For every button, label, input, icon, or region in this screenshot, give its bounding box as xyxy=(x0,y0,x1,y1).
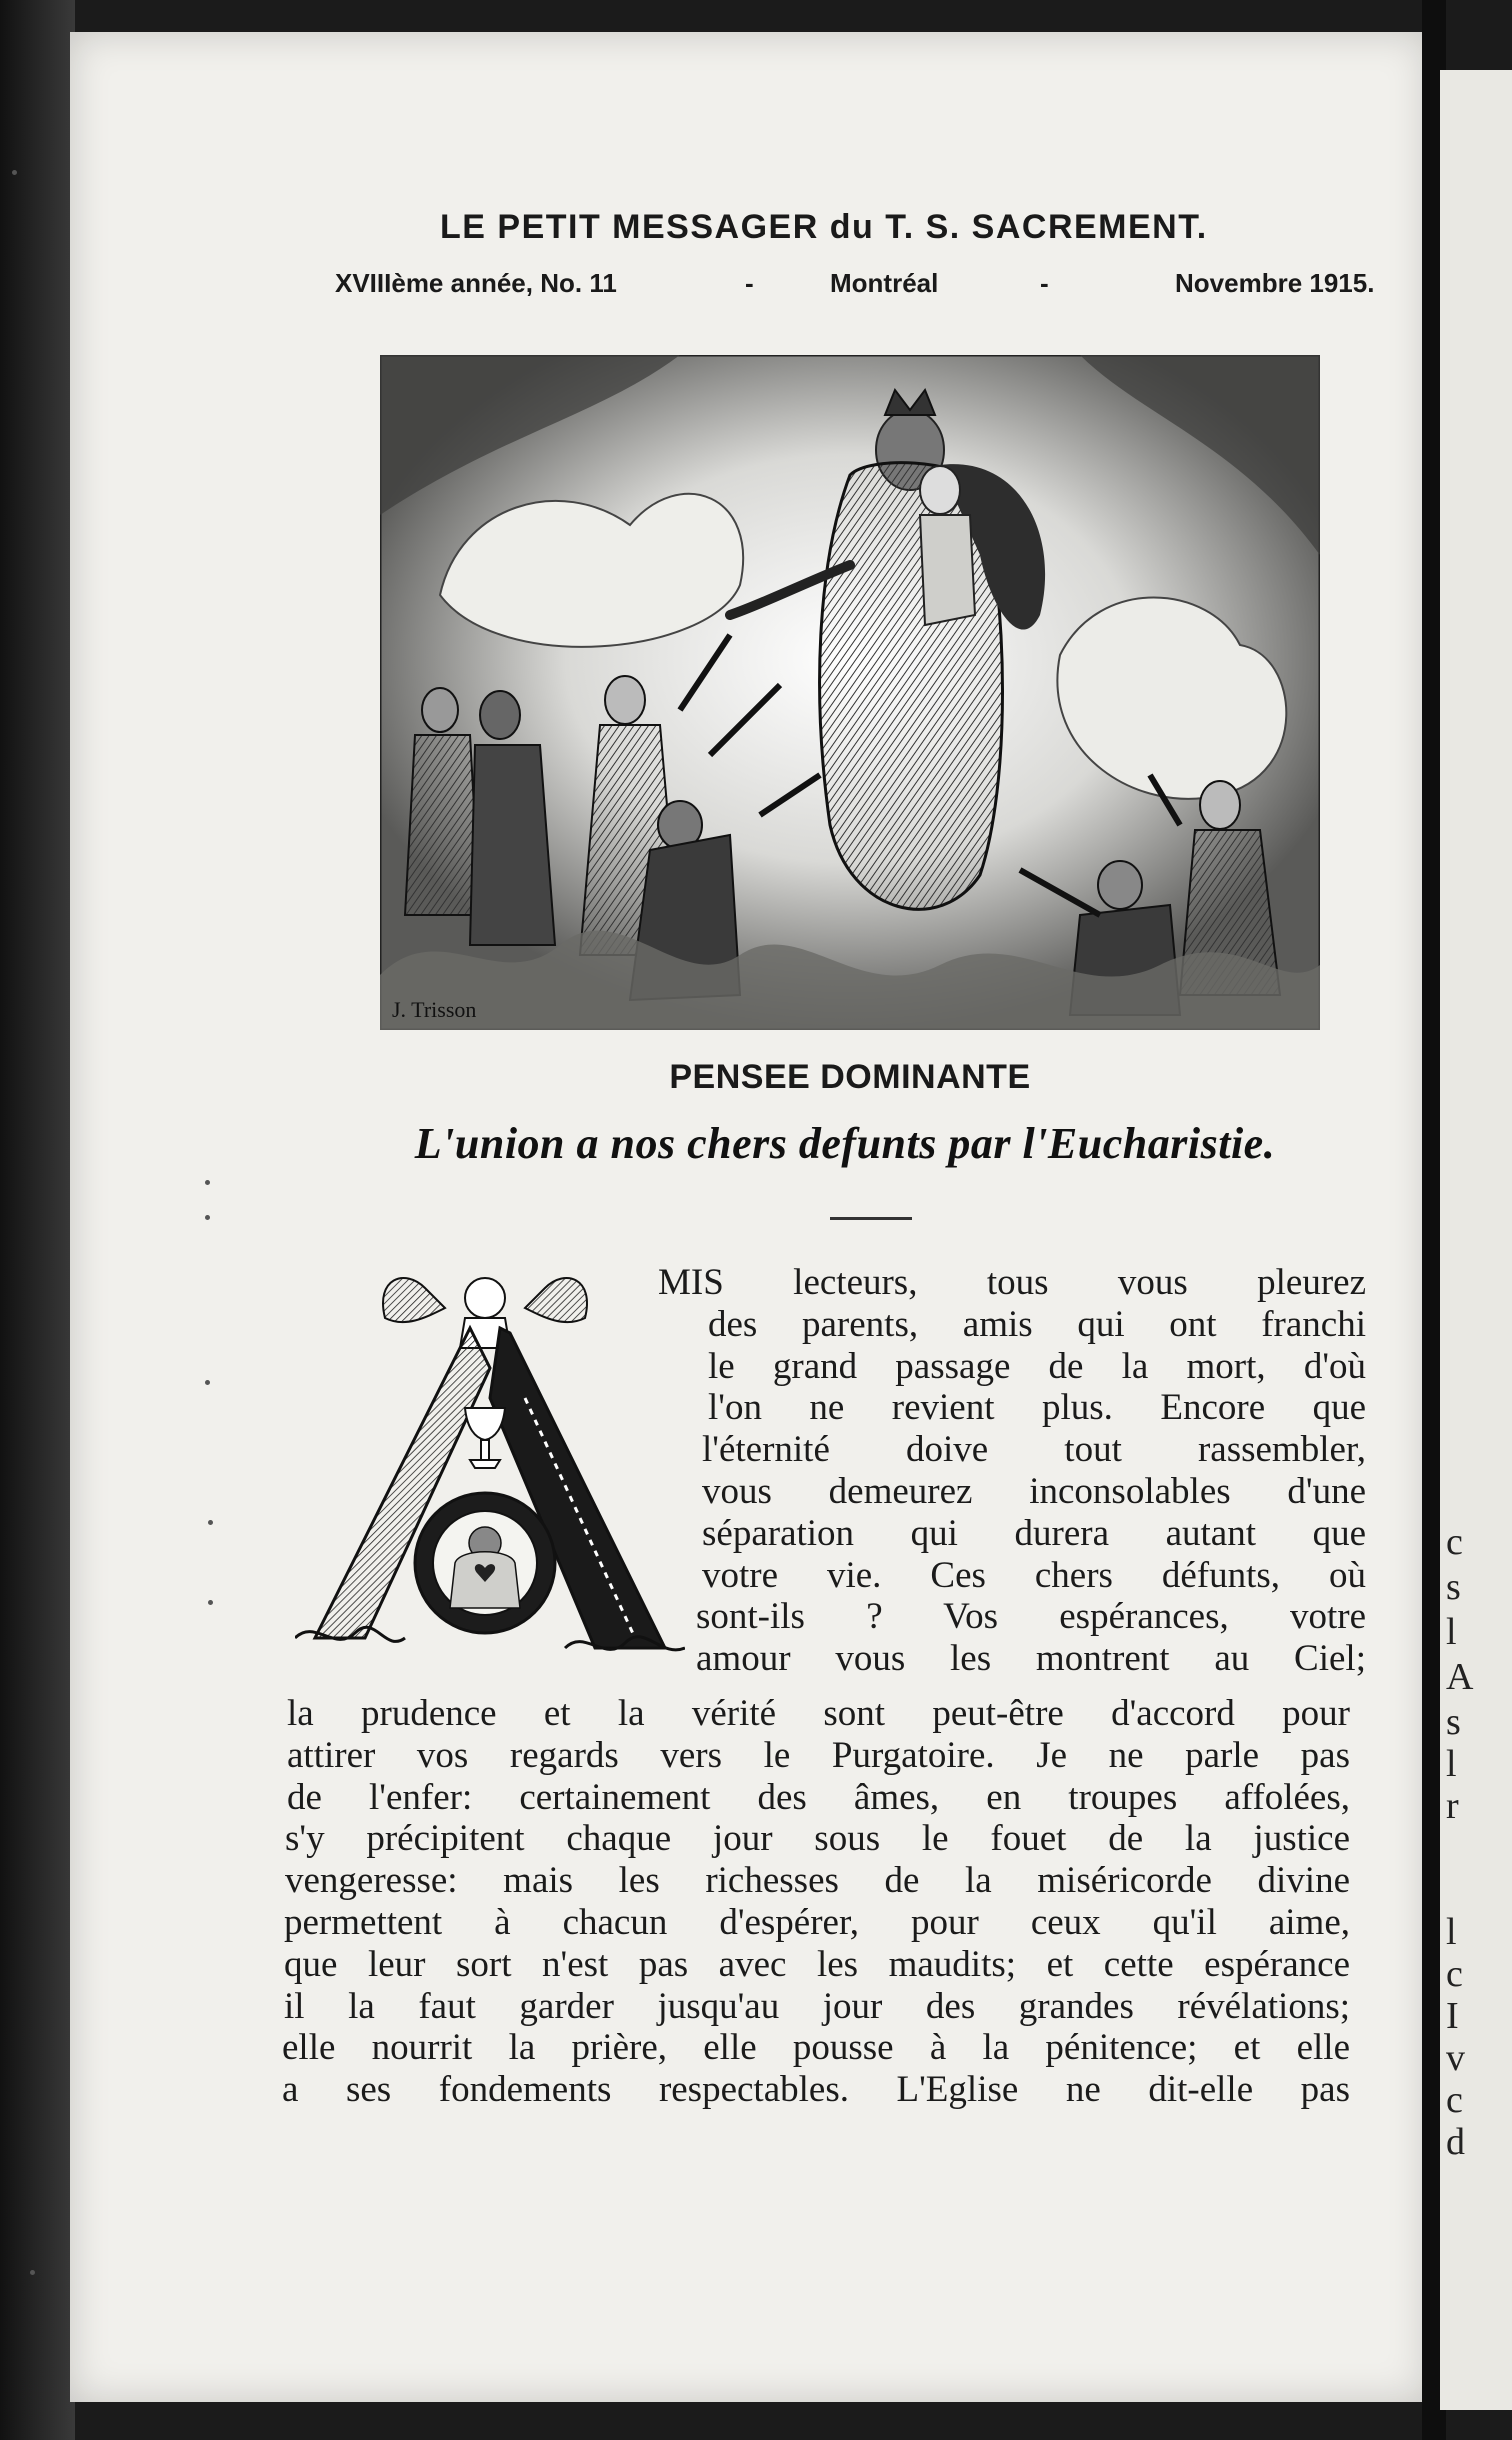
next-page-fragment: l xyxy=(1446,1743,1457,1785)
engraving-image xyxy=(380,355,1320,1030)
text-line: sont-ils ? Vos espérances, votre xyxy=(696,1596,1366,1638)
section-subtitle: L'union a nos chers defunts par l'Eucharistie. xyxy=(414,1119,1276,1168)
next-page-fragment: c xyxy=(1446,1521,1463,1563)
text-line: vous demeurez inconsolables d'une xyxy=(702,1470,1366,1512)
text-line: des parents, amis qui ont franchi xyxy=(708,1303,1366,1345)
text-line: la prudence et la vérité sont peut-être d'accord pour xyxy=(287,1693,1350,1734)
next-page-fragment: l xyxy=(1446,1611,1457,1653)
text-line: MIS lecteurs, tous vous pleurez xyxy=(658,1262,1366,1303)
text-line: amour vous les montrent au Ciel; xyxy=(696,1638,1366,1680)
next-page-fragment: s xyxy=(1446,1566,1461,1608)
next-page-fragment: I xyxy=(1446,1995,1459,2037)
text-line: l'on ne revient plus. Encore que xyxy=(708,1387,1366,1429)
text-line: il la faut garder jusqu'au jour des grandes révélations; xyxy=(284,1985,1350,2027)
text-line: votre vie. Ces chers défunts, où xyxy=(702,1554,1366,1596)
text-line: que leur sort n'est pas avec les maudits; et cette espérance xyxy=(284,1943,1350,1985)
divider-rule xyxy=(830,1217,912,1220)
magazine-title: LE PETIT MESSAGER du T. S. SACREMENT. xyxy=(440,208,1208,246)
next-page-fragment: l xyxy=(1446,1911,1457,1953)
text-line: vengeresse: mais les richesses de la miséricorde divine xyxy=(285,1860,1350,1902)
text-line: elle nourrit la prière, elle pousse à la pénitence; et elle xyxy=(282,2027,1350,2069)
text-line: a ses fondements respectables. L'Eglise ne dit-elle pas xyxy=(282,2069,1350,2111)
text-line: permettent à chacun d'espérer, pour ceux qu'il aime, xyxy=(284,1901,1350,1943)
illustration-signature: J. Trisson xyxy=(392,997,477,1022)
issue-number: XVIIIème année, No. 11 xyxy=(335,268,617,298)
city: Montréal xyxy=(830,268,939,298)
text-line: s'y précipitent chaque jour sous le fouet de la justice xyxy=(285,1818,1350,1860)
article-text-wrapped xyxy=(658,1262,1366,1680)
ornamental-dropcap-icon xyxy=(295,1258,685,1668)
section-heading: PENSEE DOMINANTE xyxy=(669,1058,1031,1096)
header-separator: - xyxy=(745,268,754,298)
next-page-fragment: v xyxy=(1446,2037,1465,2079)
virgin-and-child-illustration xyxy=(380,355,1320,1030)
next-page-fragment: c xyxy=(1446,1953,1463,1995)
next-page-fragment: A xyxy=(1446,1656,1474,1698)
next-page-fragment: r xyxy=(1446,1785,1459,1827)
article-text-full xyxy=(282,1693,1350,2111)
issue-date: Novembre 1915. xyxy=(1175,268,1375,298)
next-page-fragment: s xyxy=(1446,1701,1461,1743)
text-line: l'éternité doive tout rassembler, xyxy=(702,1429,1366,1471)
header-separator: - xyxy=(1040,268,1049,298)
text-line: séparation qui durera autant que xyxy=(702,1512,1366,1554)
next-page-fragment: c xyxy=(1446,2079,1463,2121)
text-line: de l'enfer: certainement des âmes, en troupes affolées, xyxy=(287,1776,1350,1818)
next-page-fragment: d xyxy=(1446,2121,1465,2163)
text-line: le grand passage de la mort, d'où xyxy=(708,1345,1366,1387)
text-line: attirer vos regards vers le Purgatoire. Je ne parle pas xyxy=(287,1734,1350,1776)
next-page-edge xyxy=(1440,70,1512,2410)
scan-border-left xyxy=(0,0,75,2440)
